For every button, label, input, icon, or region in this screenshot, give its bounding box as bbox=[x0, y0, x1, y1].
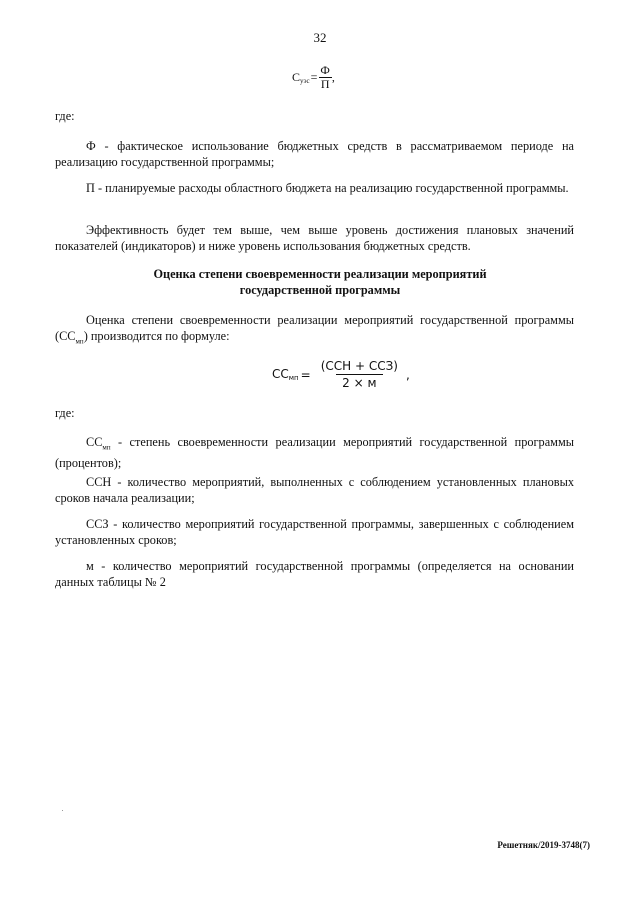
definition-cc bbox=[55, 434, 574, 471]
section-heading-line2: государственной программы bbox=[239, 283, 401, 297]
formula-timeliness bbox=[272, 358, 410, 391]
definition-m: м - количество мероприятий государственной программы (определяется на основании данных таблицы № 2 bbox=[55, 559, 574, 589]
formula1-lhs-sub: уэс bbox=[300, 77, 310, 85]
efficiency-note: Эффективность будет тем выше, чем выше уровень достижения плановых значений показателей (индикаторов) и ниже уровень использования бюджетных средств. bbox=[55, 223, 574, 253]
formula1-equals: = bbox=[310, 70, 318, 84]
formula1-numerator: Ф bbox=[320, 63, 330, 77]
formula2-lhs bbox=[272, 367, 299, 382]
definition-ccn: ССН - количество мероприятий, выполненных с соблюдением установленных плановых сроков начала реализации; bbox=[55, 475, 574, 505]
where-label-1: где: bbox=[55, 109, 75, 123]
formula-efficiency bbox=[292, 64, 335, 91]
definition-f: Ф - фактическое использование бюджетных средств в рассматриваемом периоде на реализацию государственной программы; bbox=[55, 139, 574, 169]
formula1-fraction bbox=[318, 64, 331, 91]
where-label-2: где: bbox=[55, 406, 75, 420]
formula2-fraction bbox=[315, 358, 404, 391]
intro-tail: ) производится по формуле: bbox=[83, 329, 230, 343]
definition-p: П - планируемые расходы областного бюджета на реализацию государственной программы. bbox=[86, 181, 569, 195]
formula2-numerator: (ССН + ССЗ) bbox=[320, 359, 398, 373]
def-cc-text: - степень своевременности реализации мероприятий государственной программы (процентов); bbox=[55, 435, 574, 471]
formula2-lhs-main: СС bbox=[272, 367, 289, 381]
scan-speck bbox=[62, 810, 63, 811]
formula2-equals: = bbox=[300, 367, 311, 382]
formula2-denominator: 2 × м bbox=[336, 374, 382, 391]
section-heading-line1: Оценка степени своевременности реализации мероприятий bbox=[153, 267, 487, 281]
formula1-denominator: П bbox=[320, 77, 330, 91]
formula1-trail: , bbox=[331, 70, 335, 84]
intro-text: Оценка степени своевременности реализации мероприятий государственной программы bbox=[86, 313, 574, 327]
def-cc-var: $СС_{мп}$ bbox=[86, 435, 111, 452]
page-number: 32 bbox=[313, 30, 327, 45]
definition-ccz: ССЗ - количество мероприятий государственной программы, завершенных с соблюдением установленных сроков; bbox=[55, 517, 574, 547]
formula1-lhs-main: С bbox=[292, 70, 301, 84]
formula2-lhs-sub: мп bbox=[288, 374, 299, 382]
intro-paragraph bbox=[55, 312, 574, 349]
intro-var: ($СС_{мп}$ bbox=[55, 329, 84, 346]
formula1-lhs bbox=[292, 70, 310, 85]
document-code: Решетняк/2019-3748(7) bbox=[497, 840, 590, 850]
formula2-trail: , bbox=[405, 367, 410, 382]
